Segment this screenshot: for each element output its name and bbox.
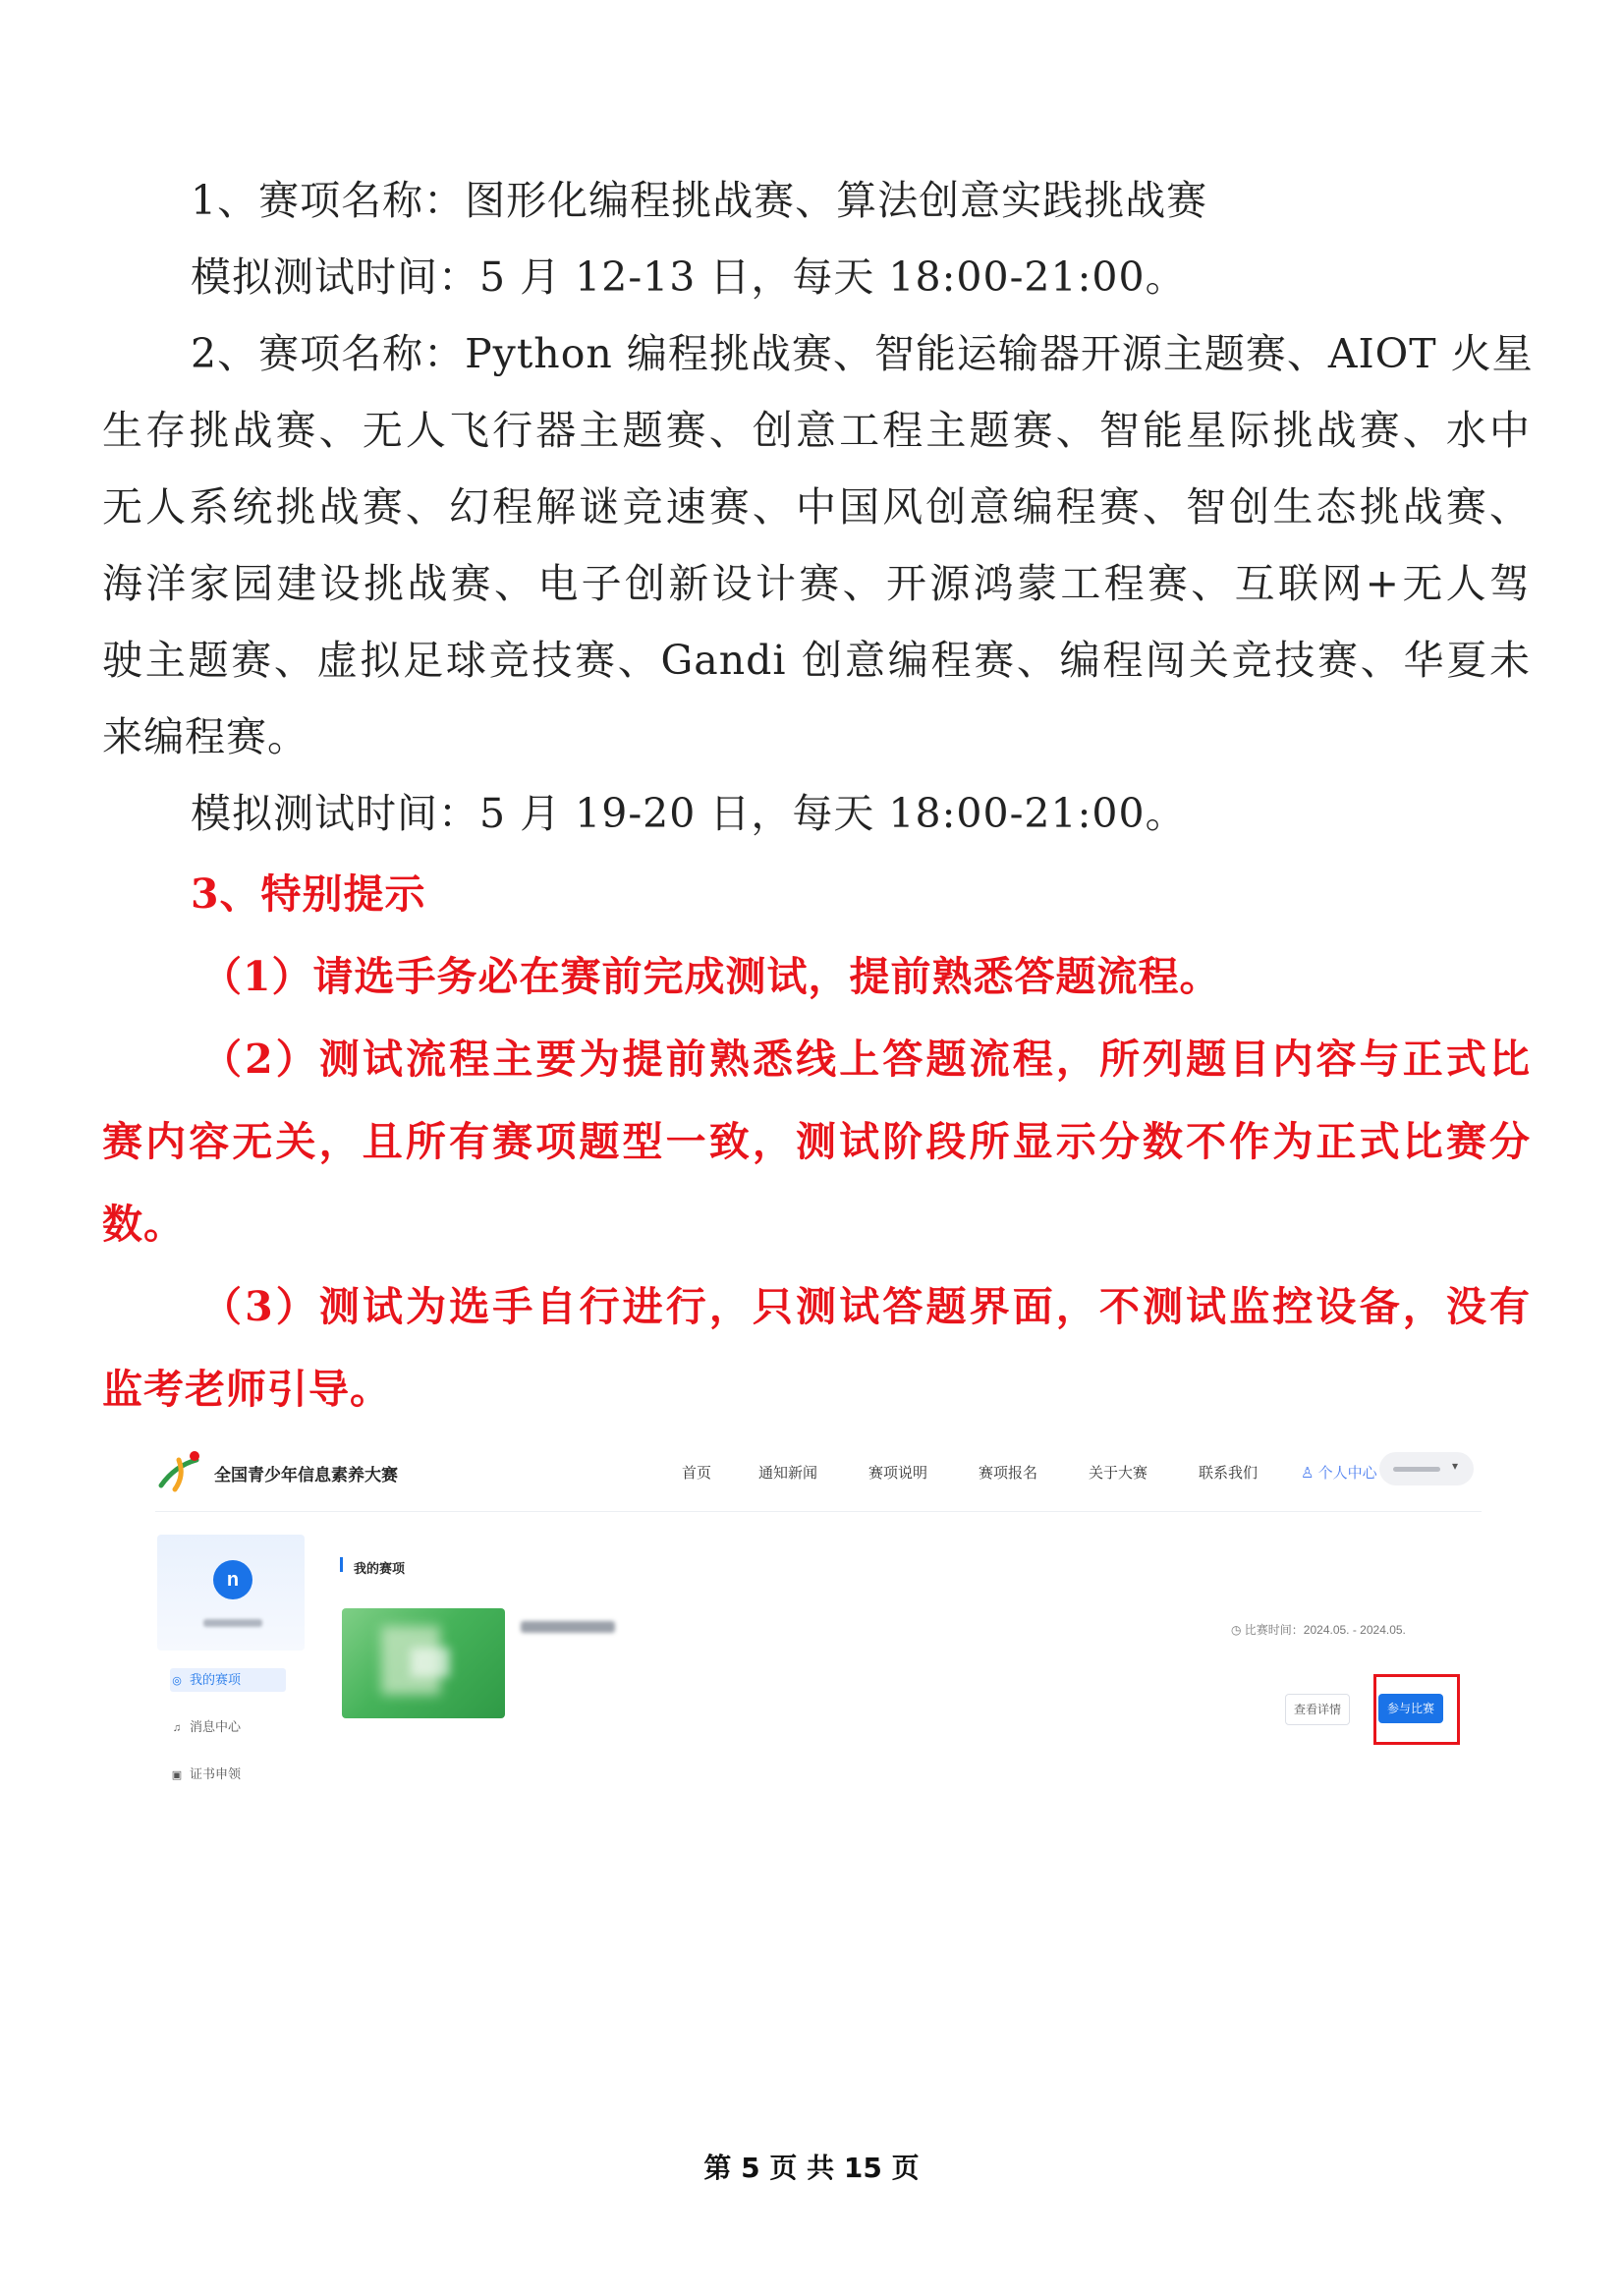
nav-home[interactable]: 首页 — [682, 1465, 712, 1482]
sidebar-item-label: 证书申领 — [190, 1766, 242, 1781]
doc-line-9: 模拟测试时间：5 月 19-20 日，每天 18:00-21:00。 — [191, 790, 1187, 837]
brand-logo-icon — [155, 1446, 206, 1497]
section-title: 我的赛项 — [354, 1561, 406, 1576]
sidebar-item-my-events[interactable] — [170, 1668, 286, 1692]
embedded-screenshot — [155, 1436, 1482, 1810]
nav-personal-center-label: 个人中心 — [1317, 1465, 1377, 1482]
certificate-icon: ▣ — [171, 1769, 183, 1781]
user-icon: ♙ — [1301, 1465, 1315, 1482]
doc-line-8: 来编程赛。 — [102, 713, 308, 760]
avatar: n — [213, 1560, 252, 1599]
notice-line-5: （3）测试为选手自行进行，只测试答题界面，不测试监控设备，没有 — [201, 1283, 1531, 1330]
notice-line-4: 数。 — [102, 1201, 185, 1248]
profile-card — [157, 1535, 305, 1651]
username-redacted — [1393, 1467, 1440, 1472]
nav-registration[interactable]: 赛项报名 — [979, 1465, 1038, 1482]
doc-line-5: 无人系统挑战赛、幻程解谜竞速赛、中国风创意编程赛、智创生态挑战赛、 — [102, 483, 1531, 531]
site-brand-name: 全国青少年信息素养大赛 — [214, 1466, 398, 1484]
doc-line-1: 1、赛项名称：图形化编程挑战赛、算法创意实践挑战赛 — [191, 177, 1208, 224]
user-dropdown[interactable] — [1379, 1452, 1474, 1485]
view-details-button[interactable]: 查看详情 — [1285, 1694, 1350, 1725]
sidebar-item-label: 我的赛项 — [190, 1672, 242, 1687]
notice-line-3: 赛内容无关，且所有赛项题型一致，测试阶段所显示分数不作为正式比赛分 — [102, 1118, 1531, 1165]
nav-about[interactable]: 关于大赛 — [1089, 1465, 1148, 1482]
notice-line-2: （2）测试流程主要为提前熟悉线上答题流程，所列题目内容与正式比 — [201, 1036, 1531, 1083]
doc-line-3: 2、赛项名称：Python 编程挑战赛、智能运输器开源主题赛、AIOT 火星 — [191, 330, 1534, 377]
doc-line-4: 生存挑战赛、无人飞行器主题赛、创意工程主题赛、智能星际挑战赛、水中 — [102, 407, 1531, 454]
join-competition-button[interactable]: 参与比赛 — [1378, 1694, 1443, 1723]
notice-line-1: （1）请选手务必在赛前完成测试，提前熟悉答题流程。 — [201, 953, 1221, 1000]
sidebar-item-label: 消息中心 — [190, 1719, 242, 1734]
doc-line-6: 海洋家园建设挑战赛、电子创新设计赛、开源鸿蒙工程赛、互联网+无人驾 — [102, 560, 1531, 607]
event-name-redacted — [521, 1621, 615, 1633]
site-header — [155, 1436, 1482, 1512]
nav-event-info[interactable]: 赛项说明 — [868, 1465, 928, 1482]
doc-line-2: 模拟测试时间：5 月 12-13 日，每天 18:00-21:00。 — [191, 253, 1187, 301]
chevron-down-icon: ▾ — [1452, 1459, 1459, 1473]
page-footer: 第 5 页 共 15 页 — [703, 2152, 920, 2184]
sidebar-item-messages[interactable] — [170, 1715, 241, 1739]
nav-contact[interactable]: 联系我们 — [1199, 1465, 1259, 1482]
sidebar-item-certificates[interactable] — [170, 1763, 241, 1786]
doc-line-7: 驶主题赛、虚拟足球竞技赛、Gandi 创意编程赛、编程闯关竞技赛、华夏未 — [102, 637, 1531, 684]
event-thumbnail[interactable] — [342, 1608, 505, 1718]
highlight-box — [1373, 1674, 1460, 1745]
notice-line-6: 监考老师引导。 — [102, 1366, 391, 1413]
bell-icon: ♫ — [172, 1722, 182, 1734]
event-time: ◷ 比赛时间：2024.05. - 2024.05. — [1231, 1623, 1406, 1637]
nav-news[interactable]: 通知新闻 — [758, 1465, 818, 1482]
nav-personal-center[interactable] — [1301, 1462, 1377, 1483]
notice-heading: 3、特别提示 — [191, 870, 426, 918]
profile-name-redacted — [203, 1619, 262, 1627]
target-icon: ◎ — [172, 1675, 182, 1687]
